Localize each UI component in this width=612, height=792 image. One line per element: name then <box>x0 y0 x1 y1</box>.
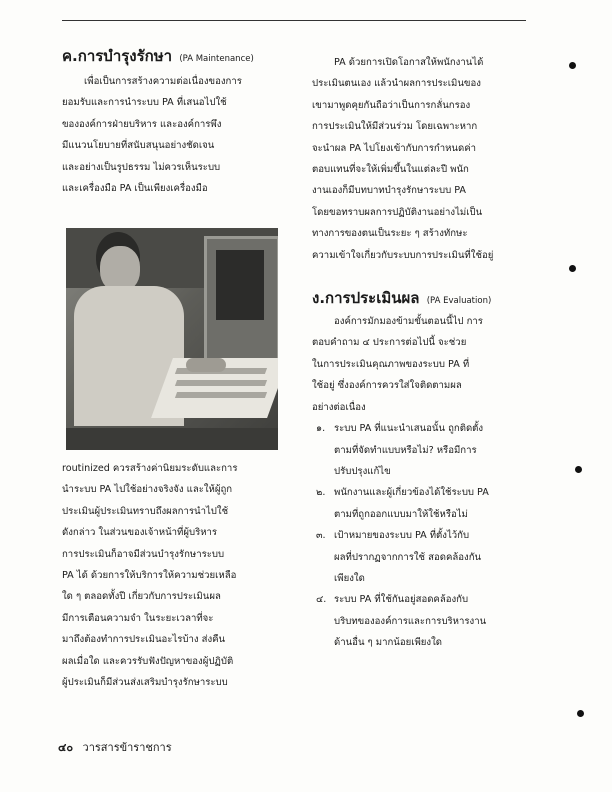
text-line: ขององค์การฝ่ายบริหาร และองค์การพึง <box>62 118 222 130</box>
text-line: การประเมินก็อาจมีส่วนบำรุงรักษาระบบ <box>62 548 225 560</box>
maintenance-paragraph-continued <box>312 52 532 266</box>
text-line: ความเข้าใจเกี่ยวกับระบบการประเมินที่ใช้อยู่ <box>312 249 494 261</box>
heading-thai: ค.การบำรุงรักษา <box>62 47 173 65</box>
heading-english: (PA Maintenance) <box>179 54 254 64</box>
text-line: ระบบ PA ที่ใช้กันอยู่สอดคล้องกับ <box>334 594 469 606</box>
maintenance-paragraph-top <box>62 71 284 199</box>
text-line: เขามาพูดคุยกันถือว่าเป็นการกลั่นกรอง <box>312 99 471 111</box>
text-line: ตามที่ถูกออกแบบมาให้ใช้หรือไม่ <box>334 508 468 520</box>
section-heading-pa-maintenance <box>62 46 284 69</box>
list-item <box>312 482 532 525</box>
evaluation-question-list <box>312 418 532 653</box>
text-line: ใด ๆ ตลอดทั้งปี เกี่ยวกับการประเมินผล <box>62 591 221 603</box>
text-line: งานเองก็มีบทบาทบำรุงรักษาระบบ PA <box>312 185 466 197</box>
text-line: ตอบแทนที่จะให้เพิ่มขึ้นในแต่ละปี พนัก <box>312 164 469 176</box>
text-line: ทางการของตนเป็นระยะ ๆ สร้างทักษะ <box>312 228 468 240</box>
heading-english: (PA Evaluation) <box>426 296 492 307</box>
text-line: องค์การมักมองข้ามขั้นตอนนี้ไป การ <box>334 316 483 328</box>
text-line: ประเมินตนเอง แล้วนำผลการประเมินของ <box>312 78 481 90</box>
text-line: ระบบ PA ที่แนะนำเสนอนั้น ถูกติดตั้ง <box>334 423 484 435</box>
text-line: นำระบบ PA ไปใช้อย่างจริงจัง และให้ผู้ถูก <box>62 484 233 496</box>
photo-man-at-computer <box>66 228 278 450</box>
list-number: ๔. <box>316 594 327 606</box>
text-line: ปรับปรุงแก้ไข <box>334 465 391 477</box>
text-line: การประเมินให้มีส่วนร่วม โดยเฉพาะหาก <box>312 121 478 133</box>
heading-thai: ง.การประเมินผล <box>312 289 420 308</box>
text-line: และอย่างเป็นรูปธรรม ไม่ควรเห็นระบบ <box>62 161 221 173</box>
list-item <box>312 589 532 653</box>
text-line: มาถึงต้องทำการประเมินอะไรบ้าง ส่งคืน <box>62 634 226 646</box>
list-item <box>312 418 532 482</box>
text-line: ผลเมื่อใด และควรรับฟังปัญหาของผู้ปฏิบัติ <box>62 655 234 667</box>
left-column-continued <box>62 458 284 693</box>
page-number: ๔๐ <box>58 741 74 754</box>
text-line: พนักงานและผู้เกี่ยวข้องได้ใช้ระบบ PA <box>334 487 489 499</box>
evaluation-intro <box>312 311 532 418</box>
binder-hole-mark <box>575 466 582 473</box>
text-line: ตามที่จัดทำแบบหรือไม่? หรือมีการ <box>334 444 477 456</box>
publication-name: วารสารข้าราชการ <box>82 741 172 754</box>
list-number: ๓. <box>316 530 326 542</box>
list-number: ๒. <box>316 487 326 499</box>
text-line: และเครื่องมือ PA เป็นเพียงเครื่องมือ <box>62 183 208 195</box>
text-line: PA ด้วยการเปิดโอกาสให้พนักงานได้ <box>334 57 484 68</box>
binder-hole-mark <box>569 265 576 272</box>
right-column <box>312 52 532 654</box>
text-line: โดยขอทราบผลการปฏิบัติงานอย่างไม่เป็น <box>312 206 483 218</box>
text-line: เป้าหมายของระบบ PA ที่ตั้งไว้กับ <box>334 530 470 542</box>
binder-hole-mark <box>569 62 576 69</box>
text-line: ดังกล่าว ในส่วนของเจ้าหน้าที่ผู้บริหาร <box>62 527 218 539</box>
text-line: จะนำผล PA ไปโยงเข้ากับการกำหนดค่า <box>312 142 477 154</box>
page-footer <box>58 738 172 756</box>
text-line: เพียงใด <box>334 572 365 584</box>
text-line: มีแนวนโยบายที่สนับสนุนอย่างชัดเจน <box>62 140 215 152</box>
text-line: อย่างต่อเนื่อง <box>312 401 366 413</box>
text-line: routinized ควรสร้างค่านิยมระดับและการ <box>62 463 238 474</box>
text-line: ผู้ประเมินก็มีส่วนส่งเสริมบำรุงรักษาระบบ <box>62 677 228 689</box>
list-item <box>312 525 532 589</box>
binder-hole-mark <box>577 710 584 717</box>
text-line: ผลที่ปรากฏจากการใช้ สอดคล้องกัน <box>334 551 482 563</box>
text-line: ด้านอื่น ๆ มากน้อยเพียงใด <box>334 637 443 649</box>
text-line: ตอบคำถาม ๔ ประการต่อไปนี้ จะช่วย <box>312 337 467 349</box>
list-number: ๑. <box>316 423 326 435</box>
text-line: มีการเตือนความจำ ในระยะเวลาที่จะ <box>62 612 214 624</box>
text-line: เพื่อเป็นการสร้างความต่อเนื่องของการ <box>84 76 242 87</box>
text-line: ยอมรับและการนำระบบ PA ที่เสนอไปใช้ <box>62 97 227 109</box>
top-rule <box>62 20 526 21</box>
left-column <box>62 46 284 199</box>
text-line: ประเมินผู้ประเมินทราบถึงผลการนำไปใช้ <box>62 505 229 517</box>
text-line: ใช้อยู่ ซึ่งองค์การควรใส่ใจติดตามผล <box>312 380 462 392</box>
text-line: บริบทขององค์การและการบริหารงาน <box>334 615 487 627</box>
text-line: ในการประเมินคุณภาพของระบบ PA ที่ <box>312 358 470 370</box>
maintenance-paragraph-bottom <box>62 458 284 693</box>
section-heading-pa-evaluation <box>312 288 532 311</box>
text-line: PA ได้ ด้วยการให้บริการให้ความช่วยเหลือ <box>62 570 237 582</box>
